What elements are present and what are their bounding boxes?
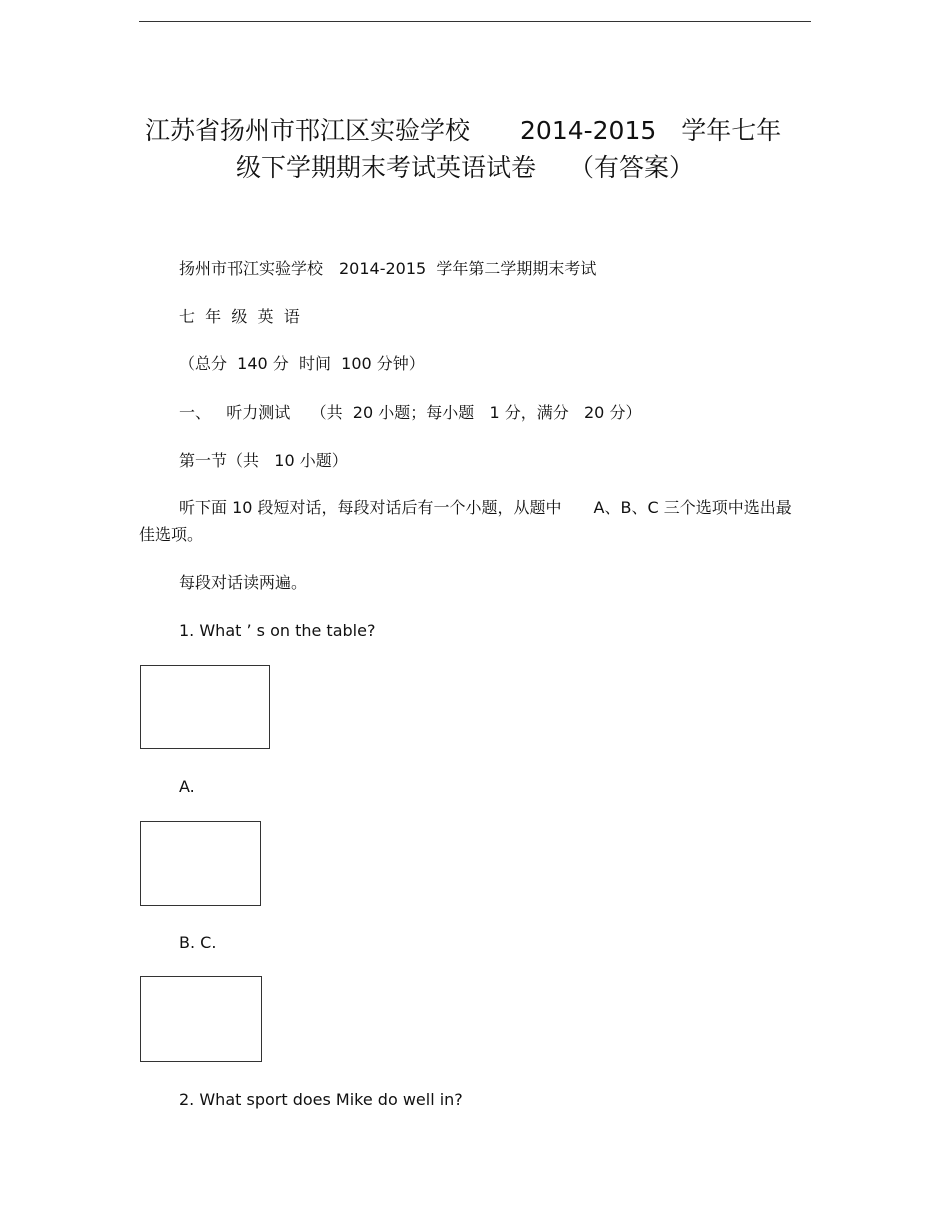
option-image-placeholder-middle <box>140 821 261 906</box>
question-2: 2. What sport does Mike do well in? <box>179 1090 463 1109</box>
option-a-label: A. <box>179 777 195 796</box>
question-1-image-placeholder-top <box>140 665 270 749</box>
top-divider-line <box>139 21 811 22</box>
school-exam-line: 扬州市邗江实验学校 2014-2015 学年第二学期期末考试 <box>179 259 597 278</box>
score-time-line: （总分 140 分 时间 100 分钟） <box>179 354 425 373</box>
question-1: 1. What ’ s on the table? <box>179 621 376 640</box>
grade-subject-line: 七 年 级 英 语 <box>179 307 300 326</box>
section-one-heading: 一、 听力测试 （共 20 小题；每小题 1 分，满分 20 分） <box>179 403 642 422</box>
listening-instruction <box>139 494 799 548</box>
document-title-line-1: 江苏省扬州市邗江区实验学校 2014-2015 学年七年 <box>145 116 782 145</box>
document-title-line-2: 级下学期期末考试英语试卷 （有答案） <box>236 153 694 182</box>
read-twice-instruction: 每段对话读两遍。 <box>179 573 308 592</box>
listening-instruction-text: 听下面 10 段短对话，每段对话后有一个小题，从题中 A、B、C 三个选项中选出最佳选项。 <box>139 498 792 544</box>
option-b-c-label: B. C. <box>179 933 217 952</box>
option-image-placeholder-bottom <box>140 976 262 1062</box>
part-one-heading: 第一节（共 10 小题） <box>179 451 348 470</box>
